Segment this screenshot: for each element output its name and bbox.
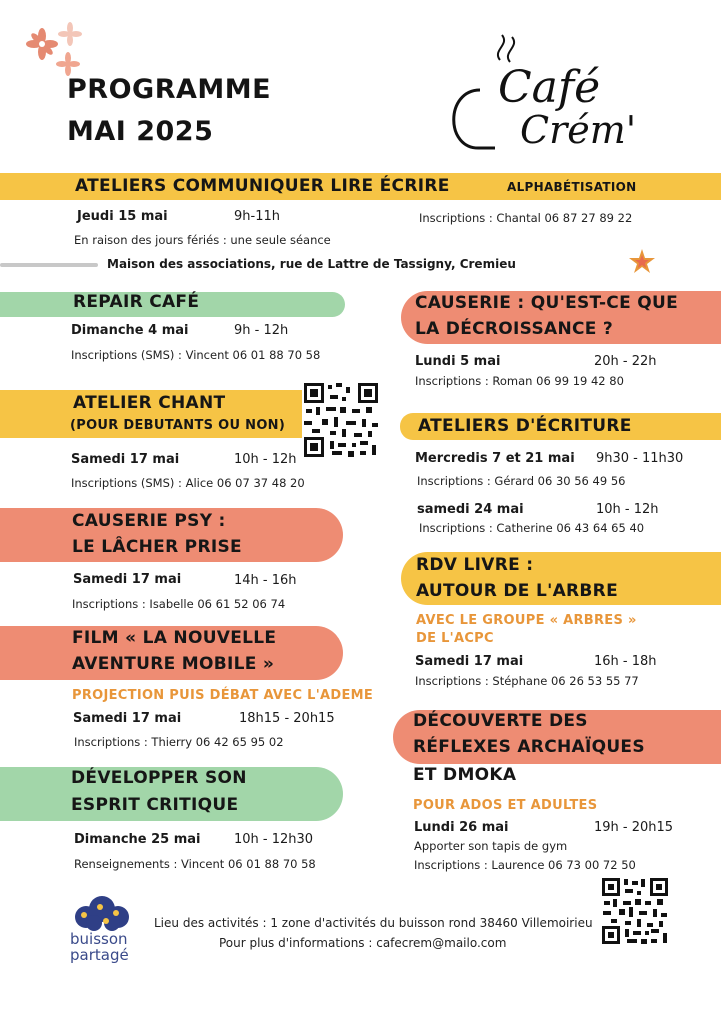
footer-info[interactable]: Pour plus d'informations : cafecrem@mailo.com [219, 936, 507, 950]
ateliers-ecriture-time2: 10h - 12h [596, 502, 659, 517]
logo-text-partage: partagé [70, 946, 129, 964]
ateliers-ecriture-day1: Mercredis 7 et 21 mai [415, 451, 575, 466]
rdv-livre-subtitle-line1: AVEC LE GROUPE « ARBRES » [416, 613, 637, 628]
decouverte-time: 19h - 20h15 [594, 820, 674, 835]
film-inscriptions: Inscriptions : Thierry 06 42 65 95 02 [74, 735, 284, 749]
atelier-chant-subtitle: (POUR DEBUTANTS OU NON) [70, 418, 286, 433]
decouverte-title-line2: RÉFLEXES ARCHAÏQUES [413, 737, 645, 757]
ateliers-ecriture-time1: 9h30 - 11h30 [596, 451, 684, 466]
rdv-livre-inscriptions: Inscriptions : Stéphane 06 26 53 55 77 [415, 674, 639, 688]
buisson-partage-logo [70, 895, 132, 969]
decouverte-title-line3: ET DMOKA [413, 765, 517, 785]
logo-text-buisson: buisson [70, 930, 128, 948]
film-title-line1: FILM « LA NOUVELLE [72, 628, 277, 648]
causerie-decroissance-day: Lundi 5 mai [415, 354, 501, 369]
esprit-critique-inscriptions: Renseignements : Vincent 06 01 88 70 58 [74, 857, 316, 871]
repair-cafe-title: REPAIR CAFÉ [73, 292, 200, 312]
footer-lieu: Lieu des activités : 1 zone d'activités du buisson rond 38460 Villemoirieu [154, 916, 593, 930]
causerie-psy-title-line1: CAUSERIE PSY : [72, 511, 226, 531]
atelier-lire-inscriptions: Inscriptions : Chantal 06 87 27 89 22 [419, 211, 633, 225]
causerie-psy-title-line2: LE LÂCHER PRISE [72, 537, 242, 557]
repair-cafe-inscriptions: Inscriptions (SMS) : Vincent 06 01 88 70 58 [71, 348, 321, 362]
cafe-crem-logo [440, 30, 650, 160]
divider [0, 263, 98, 267]
decouverte-day: Lundi 26 mai [414, 820, 509, 835]
qr-code-chant[interactable] [302, 381, 380, 459]
ateliers-ecriture-title: ATELIERS D'ÉCRITURE [418, 416, 632, 436]
film-title-line2: AVENTURE MOBILE » [72, 654, 275, 674]
film-day: Samedi 17 mai [73, 711, 182, 726]
decouverte-title-line1: DÉCOUVERTE DES [413, 711, 588, 731]
causerie-decroissance-inscriptions: Inscriptions : Roman 06 99 19 42 80 [415, 374, 624, 388]
atelier-chant-title: ATELIER CHANT [73, 393, 226, 413]
atelier-lire-time: 9h-11h [234, 209, 280, 224]
rdv-livre-title-line1: RDV LIVRE : [416, 555, 534, 575]
atelier-lire-note: En raison des jours fériés : une seule séance [74, 233, 331, 247]
star-icon [628, 248, 656, 274]
rdv-livre-subtitle-line2: DE L'ACPC [416, 631, 494, 646]
causerie-psy-time: 14h - 16h [234, 573, 297, 588]
logo-text-crem: Crém' [520, 108, 637, 152]
page-title-line2: MAI 2025 [67, 116, 214, 147]
atelier-lire-day: Jeudi 15 mai [77, 209, 168, 224]
qr-code-footer[interactable] [601, 877, 669, 945]
atelier-chant-inscriptions: Inscriptions (SMS) : Alice 06 07 37 48 20 [71, 476, 305, 490]
causerie-psy-inscriptions: Inscriptions : Isabelle 06 61 52 06 74 [72, 597, 286, 611]
rdv-livre-title-line2: AUTOUR DE L'ARBRE [416, 581, 618, 601]
decouverte-note: Apporter son tapis de gym [414, 839, 568, 853]
ateliers-ecriture-inscriptions2: Inscriptions : Catherine 06 43 64 65 40 [419, 521, 645, 535]
atelier-lire-location: Maison des associations, rue de Lattre de Tassigny, Cremieu [107, 257, 516, 271]
causerie-psy-day: Samedi 17 mai [73, 572, 182, 587]
atelier-lire-tag: ALPHABÉTISATION [507, 180, 637, 194]
repair-cafe-time: 9h - 12h [234, 323, 289, 338]
atelier-chant-day: Samedi 17 mai [71, 452, 180, 467]
esprit-critique-time: 10h - 12h30 [234, 832, 314, 847]
rdv-livre-time: 16h - 18h [594, 654, 657, 669]
esprit-critique-day: Dimanche 25 mai [74, 832, 201, 847]
causerie-decroissance-title-line1: CAUSERIE : QU'EST-CE QUE [415, 293, 678, 313]
ateliers-ecriture-inscriptions1: Inscriptions : Gérard 06 30 56 49 56 [417, 474, 626, 488]
causerie-decroissance-time: 20h - 22h [594, 354, 657, 369]
decouverte-inscriptions: Inscriptions : Laurence 06 73 00 72 50 [414, 858, 636, 872]
esprit-critique-title-line2: ESPRIT CRITIQUE [71, 795, 239, 815]
film-time: 18h15 - 20h15 [239, 711, 335, 726]
esprit-critique-title-line1: DÉVELOPPER SON [71, 768, 247, 788]
atelier-lire-title: ATELIERS COMMUNIQUER LIRE ÉCRIRE [75, 176, 450, 196]
repair-cafe-day: Dimanche 4 mai [71, 323, 189, 338]
causerie-decroissance-title-line2: LA DÉCROISSANCE ? [415, 319, 614, 339]
decouverte-subtitle: POUR ADOS ET ADULTES [413, 798, 598, 813]
ateliers-ecriture-day2: samedi 24 mai [417, 502, 524, 517]
atelier-chant-time: 10h - 12h [234, 452, 297, 467]
bush-icon [72, 895, 130, 931]
logo-text-cafe: Café [498, 62, 601, 113]
page-title-line1: PROGRAMME [67, 74, 272, 105]
rdv-livre-day: Samedi 17 mai [415, 654, 524, 669]
film-subtitle: PROJECTION PUIS DÉBAT AVEC L'ADEME [72, 688, 374, 703]
